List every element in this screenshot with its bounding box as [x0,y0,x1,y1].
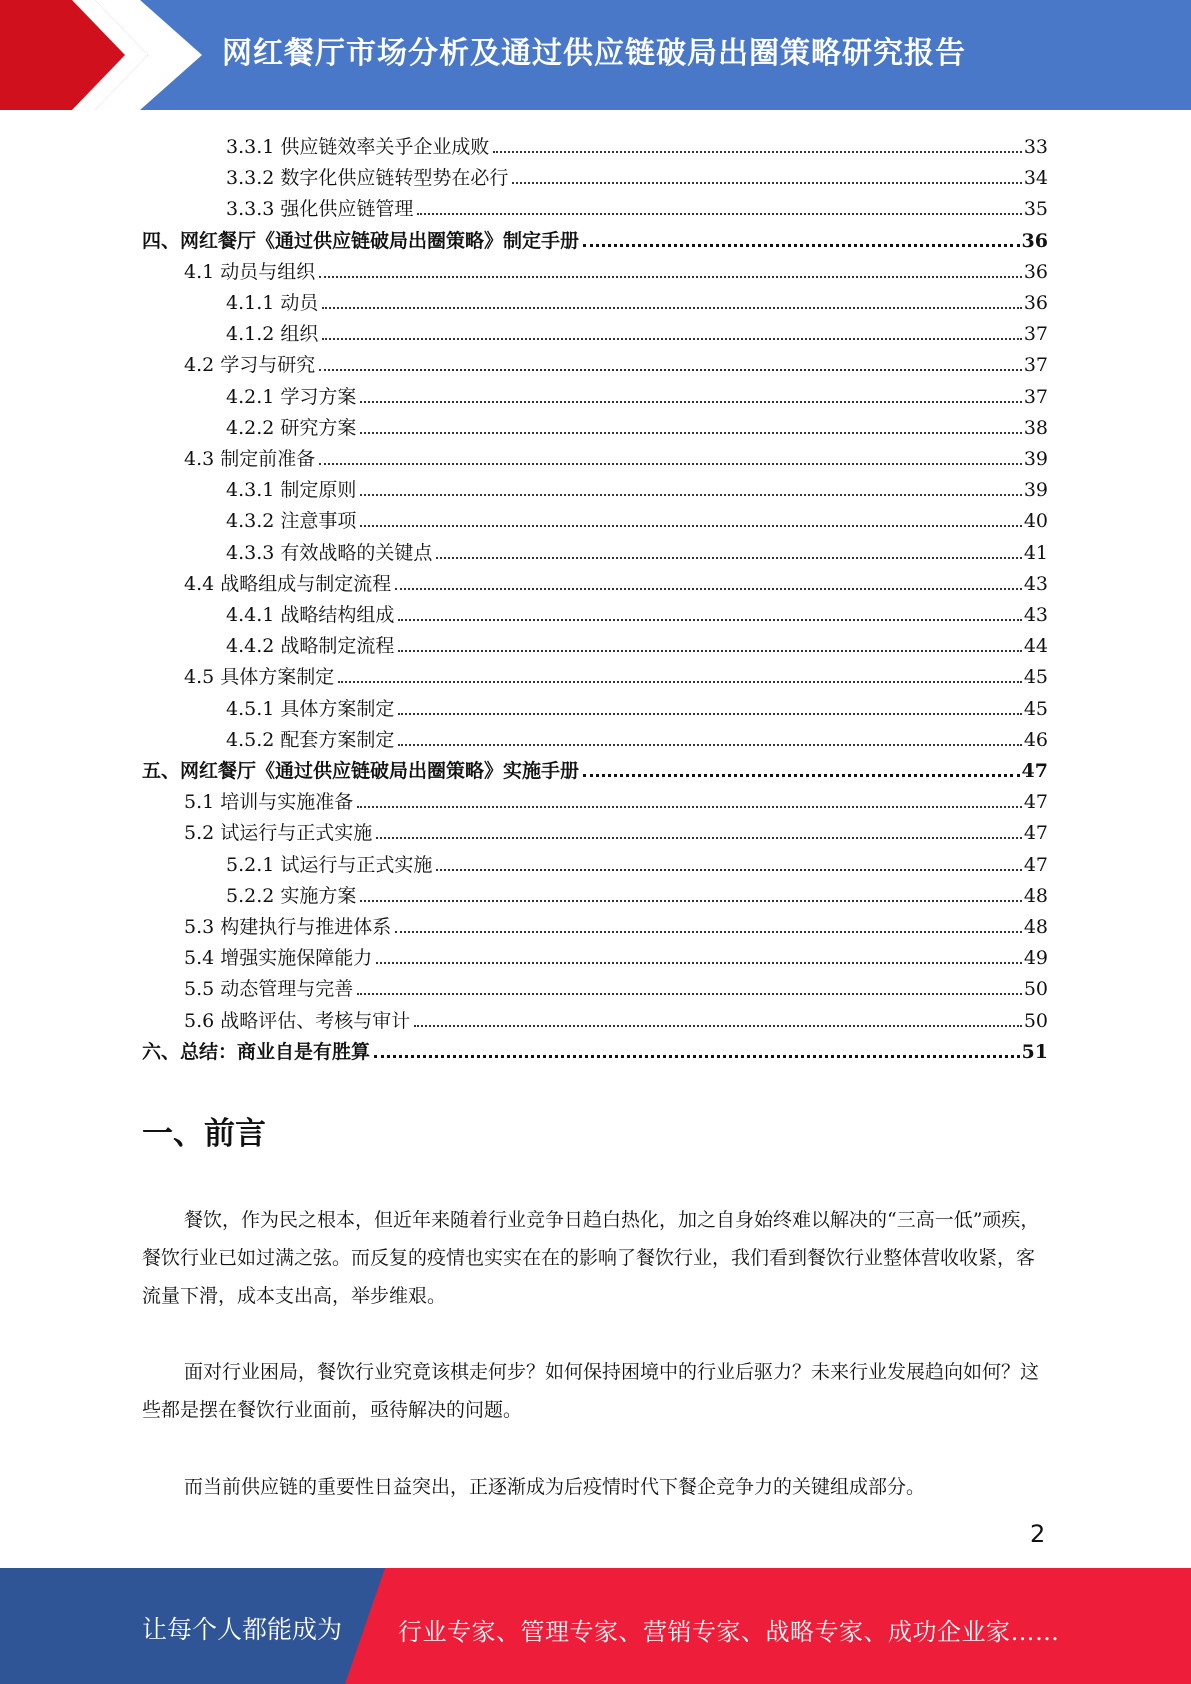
toc-entry[interactable] [226,534,1048,565]
toc-entry-label: 4.5.1 具体方案制定 [226,697,395,720]
toc-leader-dots [357,992,1022,995]
toc-leader-dots [322,306,1021,309]
toc-entry[interactable] [226,315,1048,346]
toc-leader-dots [414,1024,1022,1027]
toc-entry-page: 43 [1023,572,1048,595]
toc-entry-page: 36 [1021,229,1048,252]
toc-entry-page: 35 [1023,198,1048,221]
toc-entry[interactable] [226,159,1048,190]
toc-entry[interactable] [226,690,1048,721]
toc-leader-dots [357,805,1022,808]
header-title: 网红餐厅市场分析及通过供应链破局出圈策略研究报告 [222,36,966,71]
toc-entry-page: 47 [1023,853,1048,876]
toc-entry-page: 36 [1023,292,1048,314]
toc-leader-dots [493,150,1021,153]
toc-entry-label: 5.2.2 实施方案 [226,884,357,907]
toc-leader-dots [319,462,1022,465]
toc-entry-page: 45 [1023,697,1048,720]
toc-entry-page: 50 [1023,978,1048,1001]
toc-entry[interactable] [184,939,1048,970]
toc-entry-page: 39 [1023,448,1048,470]
toc-leader-dots [395,930,1022,933]
toc-leader-dots [338,680,1022,683]
toc-entry-label: 4.4.2 战略制定流程 [226,635,395,658]
toc-entry-label: 3.3.2 数字化供应链转型势在必行 [226,167,509,190]
toc-leader-dots [583,243,1020,247]
toc-entry-page: 37 [1023,385,1048,408]
toc-leader-dots [374,1054,1020,1058]
toc-entry-label: 六、总结：商业自是有胜算 [142,1040,371,1063]
toc-entry-page: 36 [1023,260,1048,283]
toc-entry-label: 4.2 学习与研究 [184,354,316,377]
toc-leader-dots [395,587,1022,590]
toc-entry[interactable] [142,222,1048,253]
toc-entry-label: 5.4 增强实施保障能力 [184,947,373,970]
toc-entry[interactable] [226,877,1048,908]
toc-entry-page: 41 [1023,541,1048,564]
toc-entry-label: 四、网红餐厅《通过供应链破局出圈策略》制定手册 [142,229,580,252]
toc-leader-dots [398,618,1021,621]
toc-entry[interactable] [184,346,1048,377]
page-footer [0,1568,1191,1684]
toc-entry-page: 34 [1023,167,1048,190]
toc-entry-label: 4.3.2 注意事项 [226,510,357,533]
toc-entry-label: 5.1 培训与实施准备 [184,791,354,814]
toc-leader-dots [322,337,1021,340]
toc-entry-label: 4.1.1 动员 [226,292,319,314]
toc-entry-label: 5.6 战略评估、考核与审计 [184,1009,411,1032]
toc-entry[interactable] [226,378,1048,409]
toc-leader-dots [512,181,1021,184]
toc-entry-page: 45 [1023,666,1048,689]
toc-entry[interactable] [226,846,1048,877]
toc-leader-dots [360,431,1021,434]
toc-entry[interactable] [184,565,1048,596]
toc-entry-page: 48 [1023,916,1048,938]
toc-entry-page: 40 [1023,510,1048,533]
toc-entry-page: 51 [1021,1040,1048,1063]
footer-slogan-left: 让每个人都能成为 [142,1615,343,1644]
toc-leader-dots [319,368,1022,371]
toc-leader-dots [360,899,1021,902]
toc-entry[interactable] [142,1033,1048,1064]
toc-leader-dots [417,212,1021,215]
toc-entry-label: 4.4.1 战略结构组成 [226,604,395,626]
toc-entry[interactable] [226,721,1048,752]
toc-entry-label: 4.5 具体方案制定 [184,666,335,689]
paragraph-1: 餐饮，作为民之根本，但近年来随着行业竞争日趋白热化，加之自身始终难以解决的“三高一低”顽疾，餐饮行业已如过满之弦。而反复的疫情也实实在在的影响了餐饮行业，我们看到餐饮行业整体营收收紧，客流量下滑，成本支出高，举步维艰。 [142,1209,1040,1307]
toc-entry-page: 39 [1023,479,1048,502]
toc-entry[interactable] [226,128,1048,159]
toc-entry-page: 47 [1023,791,1048,814]
paragraph-3: 而当前供应链的重要性日益突出，正逐渐成为后疫情时代下餐企竞争力的关键组成部分。 [184,1476,926,1498]
toc-entry-page: 44 [1023,635,1048,658]
toc-leader-dots [376,836,1022,839]
toc-entry[interactable] [184,658,1048,689]
page-header [0,0,1191,110]
toc-entry-page: 47 [1023,822,1048,845]
toc-entry-page: 48 [1023,884,1048,907]
toc-entry[interactable] [184,908,1048,939]
toc-entry[interactable] [142,752,1048,783]
toc-entry-label: 4.3 制定前准备 [184,448,316,470]
toc-leader-dots [436,868,1021,871]
toc-entry-label: 3.3.1 供应链效率关乎企业成败 [226,136,490,158]
toc-entry[interactable] [226,409,1048,440]
toc-leader-dots [436,556,1021,559]
toc-entry-page: 43 [1023,604,1048,626]
toc-entry-label: 5.3 构建执行与推进体系 [184,916,392,938]
toc-entry[interactable] [184,253,1048,284]
toc-entry-label: 五、网红餐厅《通过供应链破局出圈策略》实施手册 [142,760,580,782]
toc-entry-page: 46 [1023,728,1048,751]
toc-entry-label: 4.3.3 有效战略的关键点 [226,541,433,564]
toc-leader-dots [398,743,1021,746]
toc-leader-dots [360,524,1021,527]
toc-entry[interactable] [184,970,1048,1001]
toc-entry-label: 4.1.2 组织 [226,323,319,346]
toc-leader-dots [583,773,1020,777]
toc-entry-label: 5.5 动态管理与完善 [184,978,354,1001]
toc-leader-dots [319,275,1022,278]
toc-entry[interactable] [226,627,1048,658]
toc-entry[interactable] [184,814,1048,845]
toc-entry-label: 4.5.2 配套方案制定 [226,728,395,751]
toc-entry[interactable] [226,471,1048,502]
toc-entry-page: 49 [1023,947,1048,970]
toc-entry-page: 50 [1023,1009,1048,1032]
toc-entry-label: 5.2.1 试运行与正式实施 [226,853,433,876]
toc-entry-label: 3.3.3 强化供应链管理 [226,198,414,221]
toc-entry-page: 33 [1023,136,1048,158]
toc-entry[interactable] [226,190,1048,221]
toc-entry-page: 38 [1023,416,1048,439]
toc-leader-dots [360,400,1021,403]
toc-entry[interactable] [184,1002,1048,1033]
toc-entry-page: 37 [1023,323,1048,346]
toc-entry[interactable] [184,440,1048,471]
toc-entry-label: 4.3.1 制定原则 [226,479,357,502]
toc-entry[interactable] [226,596,1048,627]
section-heading: 一、前言 [142,1116,266,1152]
footer-slogan-right: 行业专家、管理专家、营销专家、战略专家、成功企业家…… [398,1618,1060,1646]
toc-entry-page: 47 [1021,760,1048,782]
toc-leader-dots [376,961,1022,964]
toc-leader-dots [398,712,1021,715]
toc-entry-page: 37 [1023,354,1048,377]
toc-entry-label: 4.4 战略组成与制定流程 [184,572,392,595]
toc-entry[interactable] [226,502,1048,533]
page-number: 2 [1030,1520,1046,1548]
toc-leader-dots [398,649,1021,652]
toc-entry-label: 4.2.2 研究方案 [226,416,357,439]
paragraph-2: 面对行业困局，餐饮行业究竟该棋走何步？如何保持困境中的行业后驱力？未来行业发展趋向如何？这些都是摆在餐饮行业面前，亟待解决的问题。 [142,1361,1040,1421]
toc-entry-label: 4.1 动员与组织 [184,260,316,283]
toc-entry-label: 4.2.1 学习方案 [226,385,357,408]
toc-leader-dots [360,493,1021,496]
toc-entry-label: 5.2 试运行与正式实施 [184,822,373,845]
toc-entry[interactable] [226,284,1048,315]
toc-entry[interactable] [184,783,1048,814]
